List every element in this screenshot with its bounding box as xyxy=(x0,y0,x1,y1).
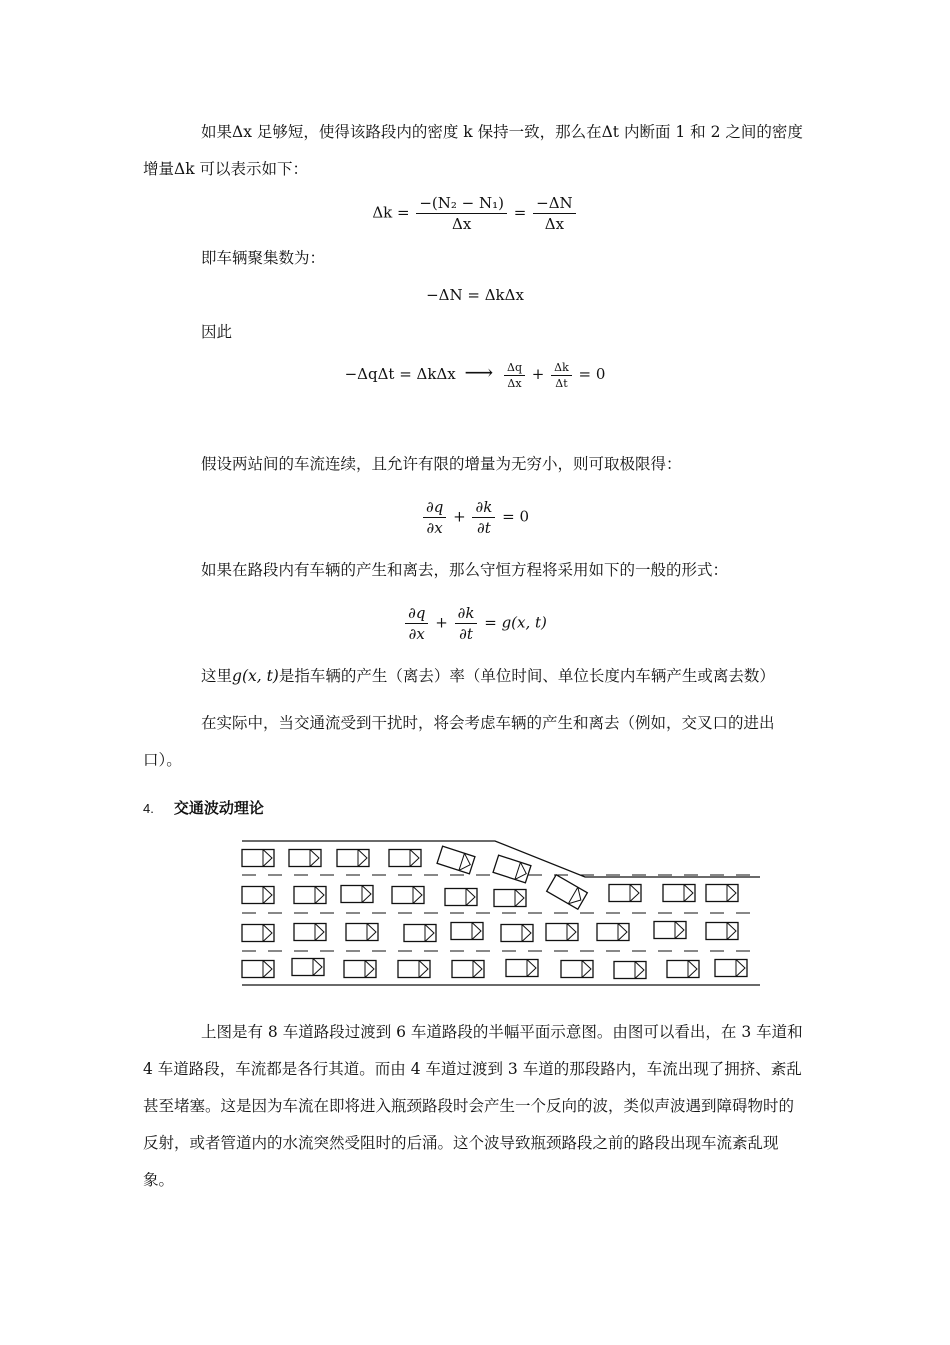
vehicle xyxy=(654,922,686,939)
vehicle xyxy=(547,875,588,909)
eq3-plus: + xyxy=(531,365,545,383)
paragraph-therefore: 因此 xyxy=(201,323,233,341)
vehicles xyxy=(242,846,747,978)
vehicle xyxy=(346,924,378,941)
vehicle xyxy=(445,889,477,906)
eq5-denominator-2: ∂t xyxy=(459,625,473,643)
vehicle-body xyxy=(667,961,699,978)
vehicle xyxy=(494,890,526,907)
vehicle xyxy=(398,961,430,978)
eq5-fraction-1 xyxy=(405,604,428,643)
vehicle xyxy=(392,887,424,904)
vehicle-body xyxy=(398,961,430,978)
eq5-denominator-1: ∂x xyxy=(408,625,425,643)
vehicle xyxy=(452,961,484,978)
p6-suffix: 是指车辆的产生（离去）率（单位时间、单位长度内车辆产生或离去数） xyxy=(278,667,775,685)
eq1-denominator-2: Δx xyxy=(544,215,565,233)
vehicle-body xyxy=(706,885,738,902)
vehicle xyxy=(667,961,699,978)
vehicle xyxy=(715,960,747,977)
eq5-numerator-2: ∂k xyxy=(455,604,478,624)
eq3-fraction-1 xyxy=(504,361,525,390)
vehicle-body xyxy=(547,875,588,909)
vehicle xyxy=(289,850,321,867)
vehicle-body xyxy=(706,923,738,940)
eq1-fraction-1 xyxy=(416,194,507,233)
eq1-denominator-1: Δx xyxy=(452,215,472,233)
vehicle xyxy=(663,885,695,902)
vehicle-body xyxy=(341,886,373,903)
vehicle xyxy=(242,925,274,942)
eq1-equals: = xyxy=(513,203,527,222)
equation-density-increment xyxy=(0,194,950,233)
vehicle-body xyxy=(289,850,321,867)
equation-accumulation xyxy=(0,286,950,304)
eq4-fraction-1 xyxy=(423,498,446,537)
vehicle xyxy=(506,960,538,977)
eq2-text: −ΔN = ΔkΔx xyxy=(426,286,524,304)
eq3-numerator-1: Δq xyxy=(504,361,525,376)
vehicle xyxy=(294,924,326,941)
vehicle xyxy=(292,959,324,976)
vehicle xyxy=(437,846,475,874)
vehicle xyxy=(609,885,641,902)
eq4-plus: + xyxy=(453,507,466,526)
eq4-denominator-1: ∂x xyxy=(426,519,443,537)
eq3-denominator-1: Δx xyxy=(507,376,522,390)
paragraph-continuous-flow: 假设两站间的车流连续，且允许有限的增量为无穷小，则可取极限得： xyxy=(201,455,682,473)
vehicle xyxy=(597,924,629,941)
vehicle-body xyxy=(294,887,326,904)
vehicle-body xyxy=(494,890,526,907)
vehicle-body xyxy=(337,850,369,867)
vehicle xyxy=(546,924,578,941)
vehicle xyxy=(501,925,533,942)
vehicle-body xyxy=(242,850,274,867)
vehicle-body xyxy=(715,960,747,977)
vehicle xyxy=(294,887,326,904)
vehicle-body xyxy=(344,961,376,978)
vehicle xyxy=(242,961,274,978)
eq4-rhs: = 0 xyxy=(502,507,530,526)
eq5-rhs: = g(x, t) xyxy=(484,613,547,632)
lane-transition-figure xyxy=(230,835,770,995)
eq1-fraction-2 xyxy=(533,194,576,233)
vehicle xyxy=(344,961,376,978)
vehicle-body xyxy=(389,850,421,867)
eq5-plus: + xyxy=(435,613,448,632)
vehicle xyxy=(337,850,369,867)
paragraph-bottleneck-explanation: 上图是有 8 车道路段过渡到 6 车道路段的半幅平面示意图。由图可以看出，在 3 车道和 4 车道路段，车流都是各行其道。而由 4 车道过渡到 3 车道的那段路内，车流出现了拥挤、紊乱甚至堵塞。这是因为车流在即将进入瓶颈路段时会产生一个反向的波，类似声波遇到障碍物时的反射，或者管道内的水流突然受阻时的后涌。这个波导致瓶颈路段之前的路段出现车流紊乱现象。 xyxy=(143,1023,803,1189)
vehicle-body xyxy=(404,925,436,942)
vehicle-body xyxy=(597,924,629,941)
vehicle xyxy=(706,885,738,902)
vehicle-body xyxy=(242,887,274,904)
paragraph-density-increment: 如果Δx 足够短，使得该路段内的密度 k 保持一致，那么在Δt 内断面 1 和 2 之间的密度增量Δk 可以表示如下： xyxy=(143,123,803,178)
vehicle-body xyxy=(242,961,274,978)
inline-g-function: g(x, t) xyxy=(232,667,279,685)
vehicle-body xyxy=(292,959,324,976)
vehicle-body xyxy=(445,889,477,906)
eq3-fraction-2 xyxy=(551,361,572,390)
vehicle-body xyxy=(452,961,484,978)
vehicle-body xyxy=(392,887,424,904)
eq1-lhs: Δk = xyxy=(372,203,410,222)
vehicle xyxy=(389,850,421,867)
vehicle xyxy=(614,962,646,979)
eq4-numerator-2: ∂k xyxy=(472,498,495,518)
vehicle xyxy=(404,925,436,942)
eq3-denominator-2: Δt xyxy=(555,376,568,390)
eq4-numerator-1: ∂q xyxy=(423,498,446,518)
vehicle-body xyxy=(451,923,483,940)
vehicle-body xyxy=(346,924,378,941)
paragraph-practical-note: 在实际中，当交通流受到干扰时，将会考虑车辆的产生和离去（例如，交叉口的进出口）。 xyxy=(143,714,775,769)
vehicle-body xyxy=(654,922,686,939)
eq1-numerator-1: −(N₂ − N₁) xyxy=(416,194,507,214)
vehicle-body xyxy=(493,855,531,883)
equation-conservation-discrete xyxy=(0,360,950,390)
vehicle-body xyxy=(437,846,475,874)
vehicle xyxy=(242,850,274,867)
vehicle xyxy=(706,923,738,940)
eq5-numerator-1: ∂q xyxy=(405,604,428,624)
eq3-numerator-2: Δk xyxy=(551,361,572,376)
eq3-lhs: −ΔqΔt = ΔkΔx xyxy=(344,365,456,383)
vehicle-body xyxy=(663,885,695,902)
section-title: 交通波动理论 xyxy=(173,799,264,817)
vehicle-body xyxy=(546,924,578,941)
vehicle-body xyxy=(294,924,326,941)
equation-conservation-continuous xyxy=(0,498,950,537)
vehicle xyxy=(493,855,531,883)
vehicle-body xyxy=(609,885,641,902)
vehicle-body xyxy=(242,925,274,942)
paragraph-vehicle-accumulation: 即车辆聚集数为： xyxy=(201,249,326,267)
paragraph-general-form: 如果在路段内有车辆的产生和离去，那么守恒方程将采用如下的一般的形式： xyxy=(201,561,729,579)
vehicle xyxy=(561,961,593,978)
vehicle-body xyxy=(501,925,533,942)
paragraph-generation-rate xyxy=(201,658,775,695)
vehicle-body xyxy=(561,961,593,978)
p6-prefix: 这里 xyxy=(201,667,233,685)
eq3-arrow: ⟶ xyxy=(464,360,494,384)
eq5-fraction-2 xyxy=(455,604,478,643)
vehicle-body xyxy=(614,962,646,979)
section-heading xyxy=(143,797,264,818)
eq4-denominator-2: ∂t xyxy=(477,519,491,537)
vehicle-body xyxy=(506,960,538,977)
eq4-fraction-2 xyxy=(472,498,495,537)
equation-conservation-general xyxy=(0,604,950,643)
vehicle xyxy=(341,886,373,903)
vehicle xyxy=(242,887,274,904)
eq3-rhs: = 0 xyxy=(578,365,606,383)
eq1-numerator-2: −ΔN xyxy=(533,194,576,214)
vehicle xyxy=(451,923,483,940)
section-number: 4. xyxy=(143,801,154,816)
